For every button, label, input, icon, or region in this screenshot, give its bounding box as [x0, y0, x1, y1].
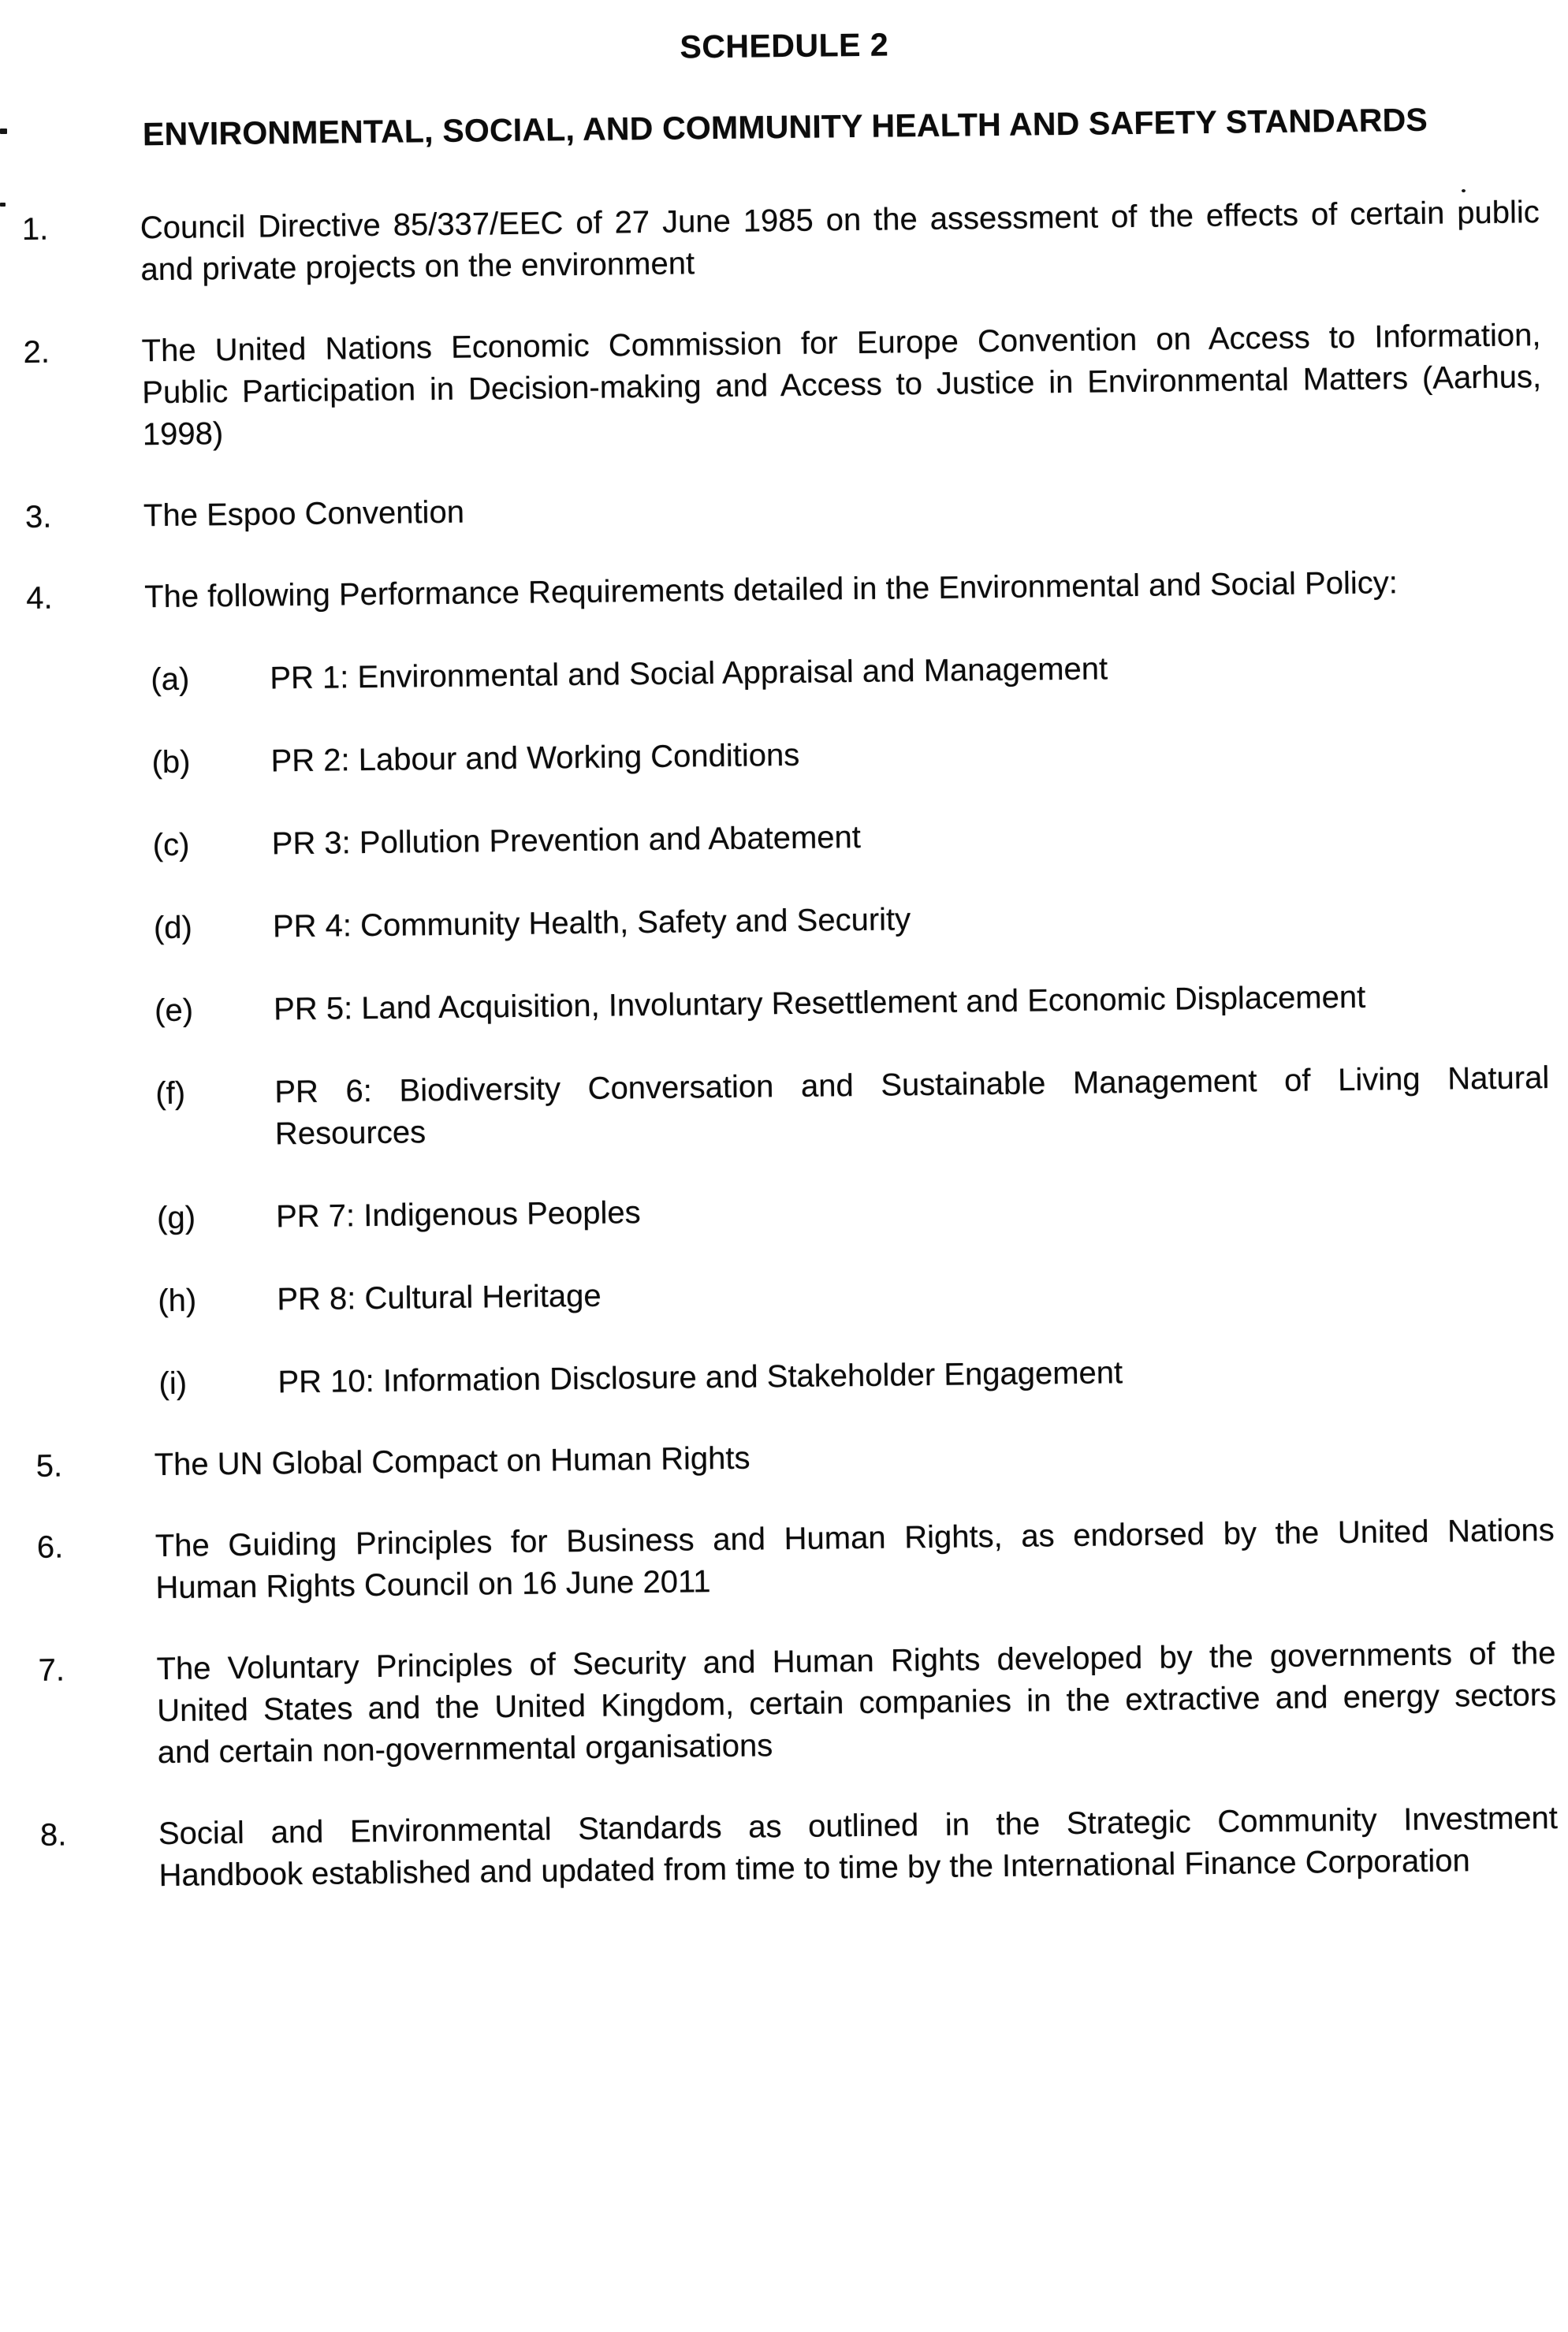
sub-item-text	[273, 892, 1548, 948]
item-number: 7.	[38, 1652, 65, 1688]
sub-item-text	[274, 1057, 1550, 1155]
sub-item-f	[12, 1057, 1568, 1159]
sub-item-d	[10, 892, 1568, 952]
text-line: United States and the United Kingdom, certain companies in the extractive and energy sectors	[156, 1678, 1557, 1729]
text-line: Public Participation in Decision-making and Access to Justice in Environmental Matters (Aarhus,	[141, 359, 1542, 411]
list-item-8	[20, 1797, 1568, 1899]
sub-item-letter: (f)	[155, 1075, 186, 1112]
page-content	[0, 17, 1568, 1898]
sub-item-h	[14, 1265, 1568, 1324]
sub-item-i	[15, 1347, 1568, 1407]
text-line: PR 3: Pollution Prevention and Abatement	[271, 819, 862, 862]
text-line: The Voluntary Principles of Security and Human Rights developed by the governments of the	[156, 1636, 1556, 1687]
list-item-6	[17, 1510, 1568, 1611]
text-line: PR 4: Community Health, Safety and Security	[272, 902, 911, 944]
item-number: 3.	[24, 499, 52, 535]
schedule-heading: ENVIRONMENTAL, SOCIAL, AND COMMUNITY HEALTH AND SAFETY STANDARDS	[142, 101, 1428, 153]
text-line: The Guiding Principles for Business and Human Rights, as endorsed by the United Nations	[155, 1513, 1555, 1564]
sub-item-text	[274, 974, 1548, 1030]
text-line: PR 7: Indigenous Peoples	[275, 1195, 641, 1235]
sub-item-text	[277, 1265, 1551, 1321]
item-text	[158, 1797, 1559, 1897]
text-line: The United Nations Economic Commission for Europe Convention on Access to Information,	[141, 318, 1541, 369]
text-line: 1998)	[142, 416, 224, 453]
text-line: Human Rights Council on 16 June 2011	[155, 1564, 711, 1606]
text-line: Council Directive 85/337/EEC of 27 June 1985 on the assessment of the effects of certain public	[140, 195, 1540, 246]
item-number: 8.	[39, 1817, 67, 1853]
item-text	[144, 561, 1544, 618]
item-text	[155, 1510, 1555, 1609]
sub-item-letter: (h)	[158, 1283, 197, 1319]
list-item-1	[2, 192, 1568, 293]
text-line: and private projects on the environment	[140, 246, 695, 288]
sub-item-text	[270, 643, 1544, 699]
sub-item-text	[277, 1347, 1552, 1403]
sub-item-text	[276, 1182, 1551, 1238]
sub-item-b	[8, 726, 1568, 786]
text-line: Handbook established and updated from time to time by the International Finance Corporation	[158, 1843, 1470, 1894]
list-item-5	[16, 1429, 1568, 1488]
item-number: 1.	[21, 211, 49, 247]
item-number: 2.	[23, 334, 50, 370]
sub-item-c	[9, 809, 1568, 869]
text-line: and certain non-governmental organisations	[157, 1728, 773, 1771]
text-line: The Espoo Convention	[143, 494, 465, 534]
list-item-4	[6, 561, 1568, 620]
text-line: PR 10: Information Disclosure and Stakeholder Engagement	[277, 1355, 1123, 1400]
item-text	[154, 1429, 1553, 1486]
text-line: PR 8: Cultural Heritage	[277, 1278, 602, 1317]
sub-item-letter: (i)	[158, 1365, 188, 1402]
sub-item-letter: (c)	[152, 827, 190, 863]
item-text	[141, 315, 1542, 456]
sub-item-a	[7, 643, 1568, 703]
sub-item-text	[270, 726, 1545, 782]
schedule-list	[2, 192, 1568, 1898]
item-text	[156, 1633, 1557, 1774]
text-line: Social and Environmental Standards as outlined in the Strategic Community Investment	[158, 1801, 1559, 1852]
item-number: 6.	[36, 1529, 64, 1565]
text-line: PR 2: Labour and Working Conditions	[270, 737, 800, 779]
sub-item-text	[271, 809, 1546, 865]
sub-item-letter: (b)	[151, 744, 191, 780]
list-item-2	[3, 315, 1568, 458]
sub-item-letter: (a)	[151, 661, 190, 698]
list-item-3	[6, 479, 1568, 539]
list-item-7	[18, 1633, 1568, 1776]
item-text	[143, 479, 1543, 537]
item-number: 5.	[35, 1448, 63, 1484]
item-text	[140, 192, 1540, 291]
sub-item-e	[11, 974, 1568, 1034]
schedule-title: SCHEDULE 2	[680, 26, 889, 65]
text-line: PR 5: Land Acquisition, Involuntary Resettlement and Economic Displacement	[273, 979, 1366, 1027]
item-number: 4.	[25, 580, 53, 616]
sub-item-g	[13, 1182, 1568, 1242]
text-line: The following Performance Requirements detailed in the Environmental and Social Policy:	[143, 565, 1399, 615]
text-line: PR 6: Biodiversity Conversation and Sustainable Management of Living Natural	[274, 1060, 1550, 1110]
sub-item-letter: (g)	[156, 1200, 196, 1236]
sub-item-letter: (d)	[153, 910, 193, 946]
sub-item-letter: (e)	[154, 993, 194, 1029]
text-line: Resources	[274, 1115, 426, 1152]
text-line: PR 1: Environmental and Social Appraisal and Management	[270, 651, 1108, 696]
text-line: The UN Global Compact on Human Rights	[154, 1440, 750, 1483]
